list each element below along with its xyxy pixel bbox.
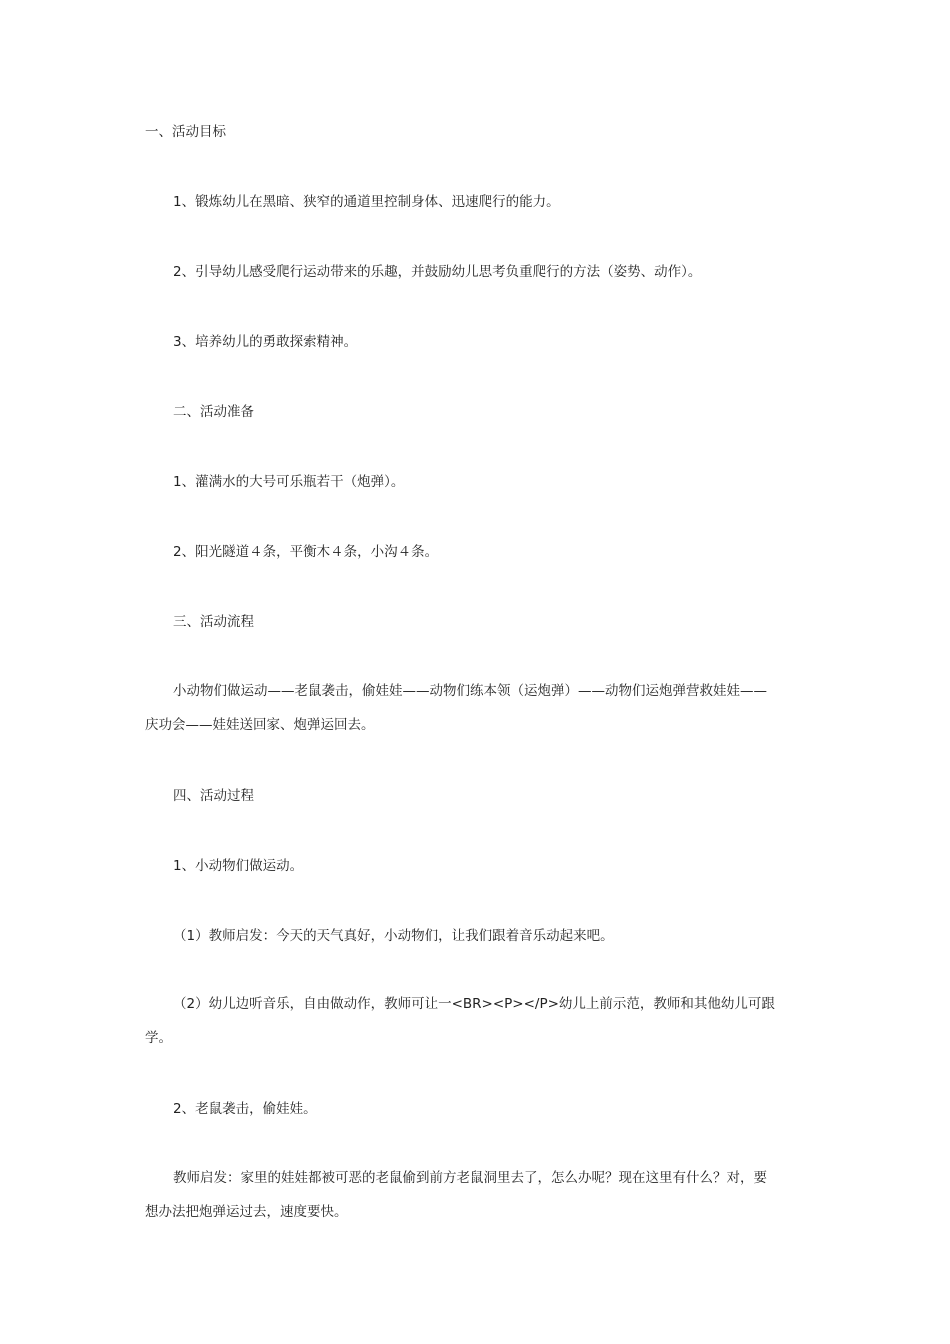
flow-paragraph-line-1: 小动物们做运动——老鼠袭击，偷娃娃——动物们练本领（运炮弹）——动物们运炮弹营救娃娃—— bbox=[173, 683, 767, 699]
goal-item-3: 3、培养幼儿的勇敢探索精神。 bbox=[173, 334, 358, 350]
process-step-2-paragraph-line-2: 想办法把炮弹运过去，速度要快。 bbox=[145, 1204, 348, 1220]
prep-item-1: 1、灌满水的大号可乐瓶若干（炮弹）。 bbox=[173, 474, 405, 490]
process-step-2: 2、老鼠袭击，偷娃娃。 bbox=[173, 1101, 317, 1117]
process-step-1-sub-2-line-1: （2）幼儿边听音乐，自由做动作，教师可让一<BR><P></P>幼儿上前示范，教师和其他幼儿可跟 bbox=[173, 996, 775, 1012]
section-heading-goals: 一、活动目标 bbox=[145, 124, 226, 140]
prep-item-2: 2、阳光隧道４条，平衡木４条，小沟４条。 bbox=[173, 544, 439, 560]
process-step-2-paragraph-line-1: 教师启发：家里的娃娃都被可恶的老鼠偷到前方老鼠洞里去了，怎么办呢？现在这里有什么？对，要 bbox=[173, 1170, 767, 1186]
goal-item-2: 2、引导幼儿感受爬行运动带来的乐趣，并鼓励幼儿思考负重爬行的方法（姿势、动作）。 bbox=[173, 264, 702, 280]
process-step-1: 1、小动物们做运动。 bbox=[173, 858, 304, 874]
process-step-1-sub-2-line-2: 学。 bbox=[145, 1030, 172, 1046]
goal-item-1: 1、锻炼幼儿在黑暗、狭窄的通道里控制身体、迅速爬行的能力。 bbox=[173, 194, 560, 210]
section-heading-preparation: 二、活动准备 bbox=[173, 404, 254, 420]
section-heading-flow: 三、活动流程 bbox=[173, 614, 254, 630]
process-step-1-sub-1: （1）教师启发：今天的天气真好，小动物们，让我们跟着音乐动起来吧。 bbox=[173, 928, 614, 944]
flow-paragraph-line-2: 庆功会——娃娃送回家、炮弹运回去。 bbox=[145, 717, 375, 733]
section-heading-process: 四、活动过程 bbox=[173, 788, 254, 804]
